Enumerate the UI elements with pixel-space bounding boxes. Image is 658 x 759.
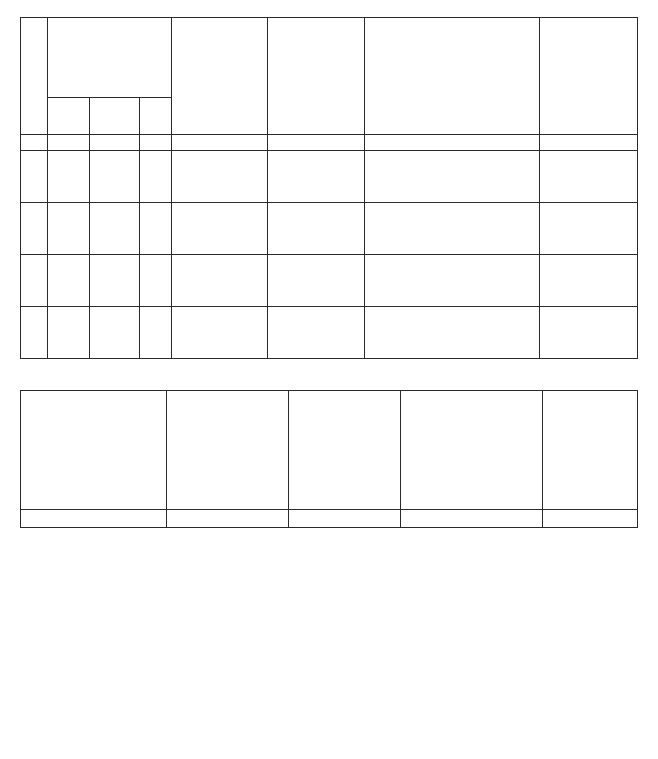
cell-name bbox=[172, 151, 268, 203]
row-number bbox=[21, 203, 48, 255]
column-number bbox=[289, 510, 401, 528]
header-order bbox=[21, 391, 167, 510]
header-num bbox=[21, 18, 48, 135]
row-number bbox=[21, 151, 48, 203]
cell-day bbox=[48, 151, 90, 203]
header-receipt bbox=[167, 391, 289, 510]
header-signature bbox=[543, 391, 638, 510]
header-position bbox=[365, 18, 540, 135]
row-number bbox=[21, 255, 48, 307]
hiring-register-table bbox=[20, 17, 638, 359]
column-number bbox=[540, 135, 638, 151]
cell-month bbox=[90, 307, 140, 359]
column-number bbox=[140, 135, 172, 151]
header-series bbox=[268, 18, 365, 135]
header-name bbox=[172, 18, 268, 135]
cell-name bbox=[172, 307, 268, 359]
cell-year bbox=[140, 151, 172, 203]
cell-month bbox=[90, 255, 140, 307]
cell-position bbox=[365, 255, 540, 307]
cell-workplace bbox=[540, 307, 638, 359]
cell-position bbox=[365, 151, 540, 203]
cell-series bbox=[268, 151, 365, 203]
column-number bbox=[268, 135, 365, 151]
cell-day bbox=[48, 203, 90, 255]
column-numbers-row bbox=[21, 135, 638, 151]
cell-position bbox=[365, 307, 540, 359]
cell-series bbox=[268, 307, 365, 359]
table-row bbox=[21, 255, 638, 307]
cell-position bbox=[365, 203, 540, 255]
cell-year bbox=[140, 203, 172, 255]
cell-day bbox=[48, 255, 90, 307]
header-issue-date bbox=[401, 391, 543, 510]
issuance-register-table bbox=[20, 390, 638, 528]
column-number bbox=[21, 135, 48, 151]
table-row bbox=[21, 151, 638, 203]
header-day bbox=[48, 98, 90, 135]
header-hire-date bbox=[48, 18, 172, 98]
table-row bbox=[21, 307, 638, 359]
cell-series bbox=[268, 203, 365, 255]
header-workplace bbox=[540, 18, 638, 135]
column-number bbox=[48, 135, 90, 151]
table-row bbox=[21, 203, 638, 255]
row-number bbox=[21, 307, 48, 359]
cell-year bbox=[140, 307, 172, 359]
cell-workplace bbox=[540, 151, 638, 203]
header-received bbox=[289, 391, 401, 510]
column-number bbox=[90, 135, 140, 151]
cell-month bbox=[90, 203, 140, 255]
cell-name bbox=[172, 255, 268, 307]
cell-day bbox=[48, 307, 90, 359]
column-number bbox=[365, 135, 540, 151]
column-number bbox=[401, 510, 543, 528]
cell-year bbox=[140, 255, 172, 307]
cell-workplace bbox=[540, 203, 638, 255]
column-number bbox=[172, 135, 268, 151]
cell-workplace bbox=[540, 255, 638, 307]
column-numbers-row bbox=[21, 510, 638, 528]
cell-month bbox=[90, 151, 140, 203]
column-number bbox=[543, 510, 638, 528]
cell-series bbox=[268, 255, 365, 307]
column-number bbox=[21, 510, 167, 528]
header-year bbox=[140, 98, 172, 135]
column-number bbox=[167, 510, 289, 528]
header-month bbox=[90, 98, 140, 135]
cell-name bbox=[172, 203, 268, 255]
